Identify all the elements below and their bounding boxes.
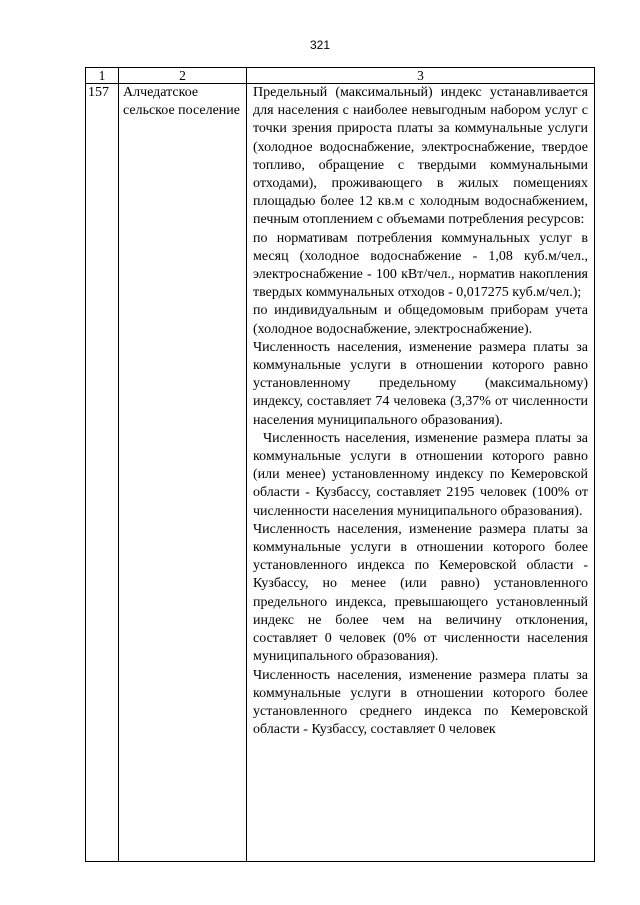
paragraph-index-definition: Предельный (максимальный) индекс устанавливается для населения с наиболее невыгодным набором услуг с точки зрения прироста платы за коммунальные услуги (холодное водоснабжение, электроснабжение, твердое топливо, обращение с твердыми коммунальными отходами), проживающего в жилых помещениях площадью более 12 кв.м с холодным водоснабжением, печным отоплением с объемами потребления ресурсов: (253, 85, 588, 228)
header-cell-3: 3 (247, 68, 595, 84)
row-number: 157 (86, 84, 119, 862)
paragraph-population-max-index: Численность населения, изменение размера платы за коммунальные услуги в отношении которого равно установленному предельному (максимальному) индексу, составляет 74 человека (3,37% от численности населения муниципального образования). (253, 339, 588, 428)
description-cell (247, 84, 595, 862)
paragraph-population-deviation: Численность населения, изменение размера платы за коммунальные услуги в отношении которого более установленного индекса по Кемеровской области - Кузбассу, но менее (или равно) установленного предельного индекса, превышающего установленный индекс не более чем на величину отклонения, составляет 0 человек (0% от численности населения муниципального образования). (253, 521, 588, 665)
paragraph-population-regional-index: Численность населения, изменение размера платы за коммунальные услуги в отношении которого равно (или менее) установленному индексу по Кемеровской области - Кузбассу, составляет 2195 человек (100% от численности населения муниципального образования). (253, 430, 588, 519)
document-table (85, 67, 595, 862)
municipality-name: Алчедатское сельское поселение (119, 84, 247, 862)
paragraph-norms: по нормативам потребления коммунальных услуг в месяц (холодное водоснабжение - 1,08 куб.м/чел., электроснабжение - 100 кВт/чел., норматив накопления твердых коммунальных отходов - 0,017275 куб.м/чел.); (253, 230, 588, 301)
table-header-row (86, 68, 595, 84)
header-cell-2: 2 (119, 68, 247, 84)
paragraph-population-above-average: Численность населения, изменение размера платы за коммунальные услуги в отношении которого более установленного среднего индекса по Кемеровской области - Кузбассу, составляет 0 человек (253, 667, 588, 738)
header-cell-1: 1 (86, 68, 119, 84)
page-number: 321 (309, 38, 331, 52)
table-row (86, 84, 595, 862)
paragraph-meters: по индивидуальным и общедомовым приборам учета (холодное водоснабжение, электроснабжение). (253, 303, 588, 337)
